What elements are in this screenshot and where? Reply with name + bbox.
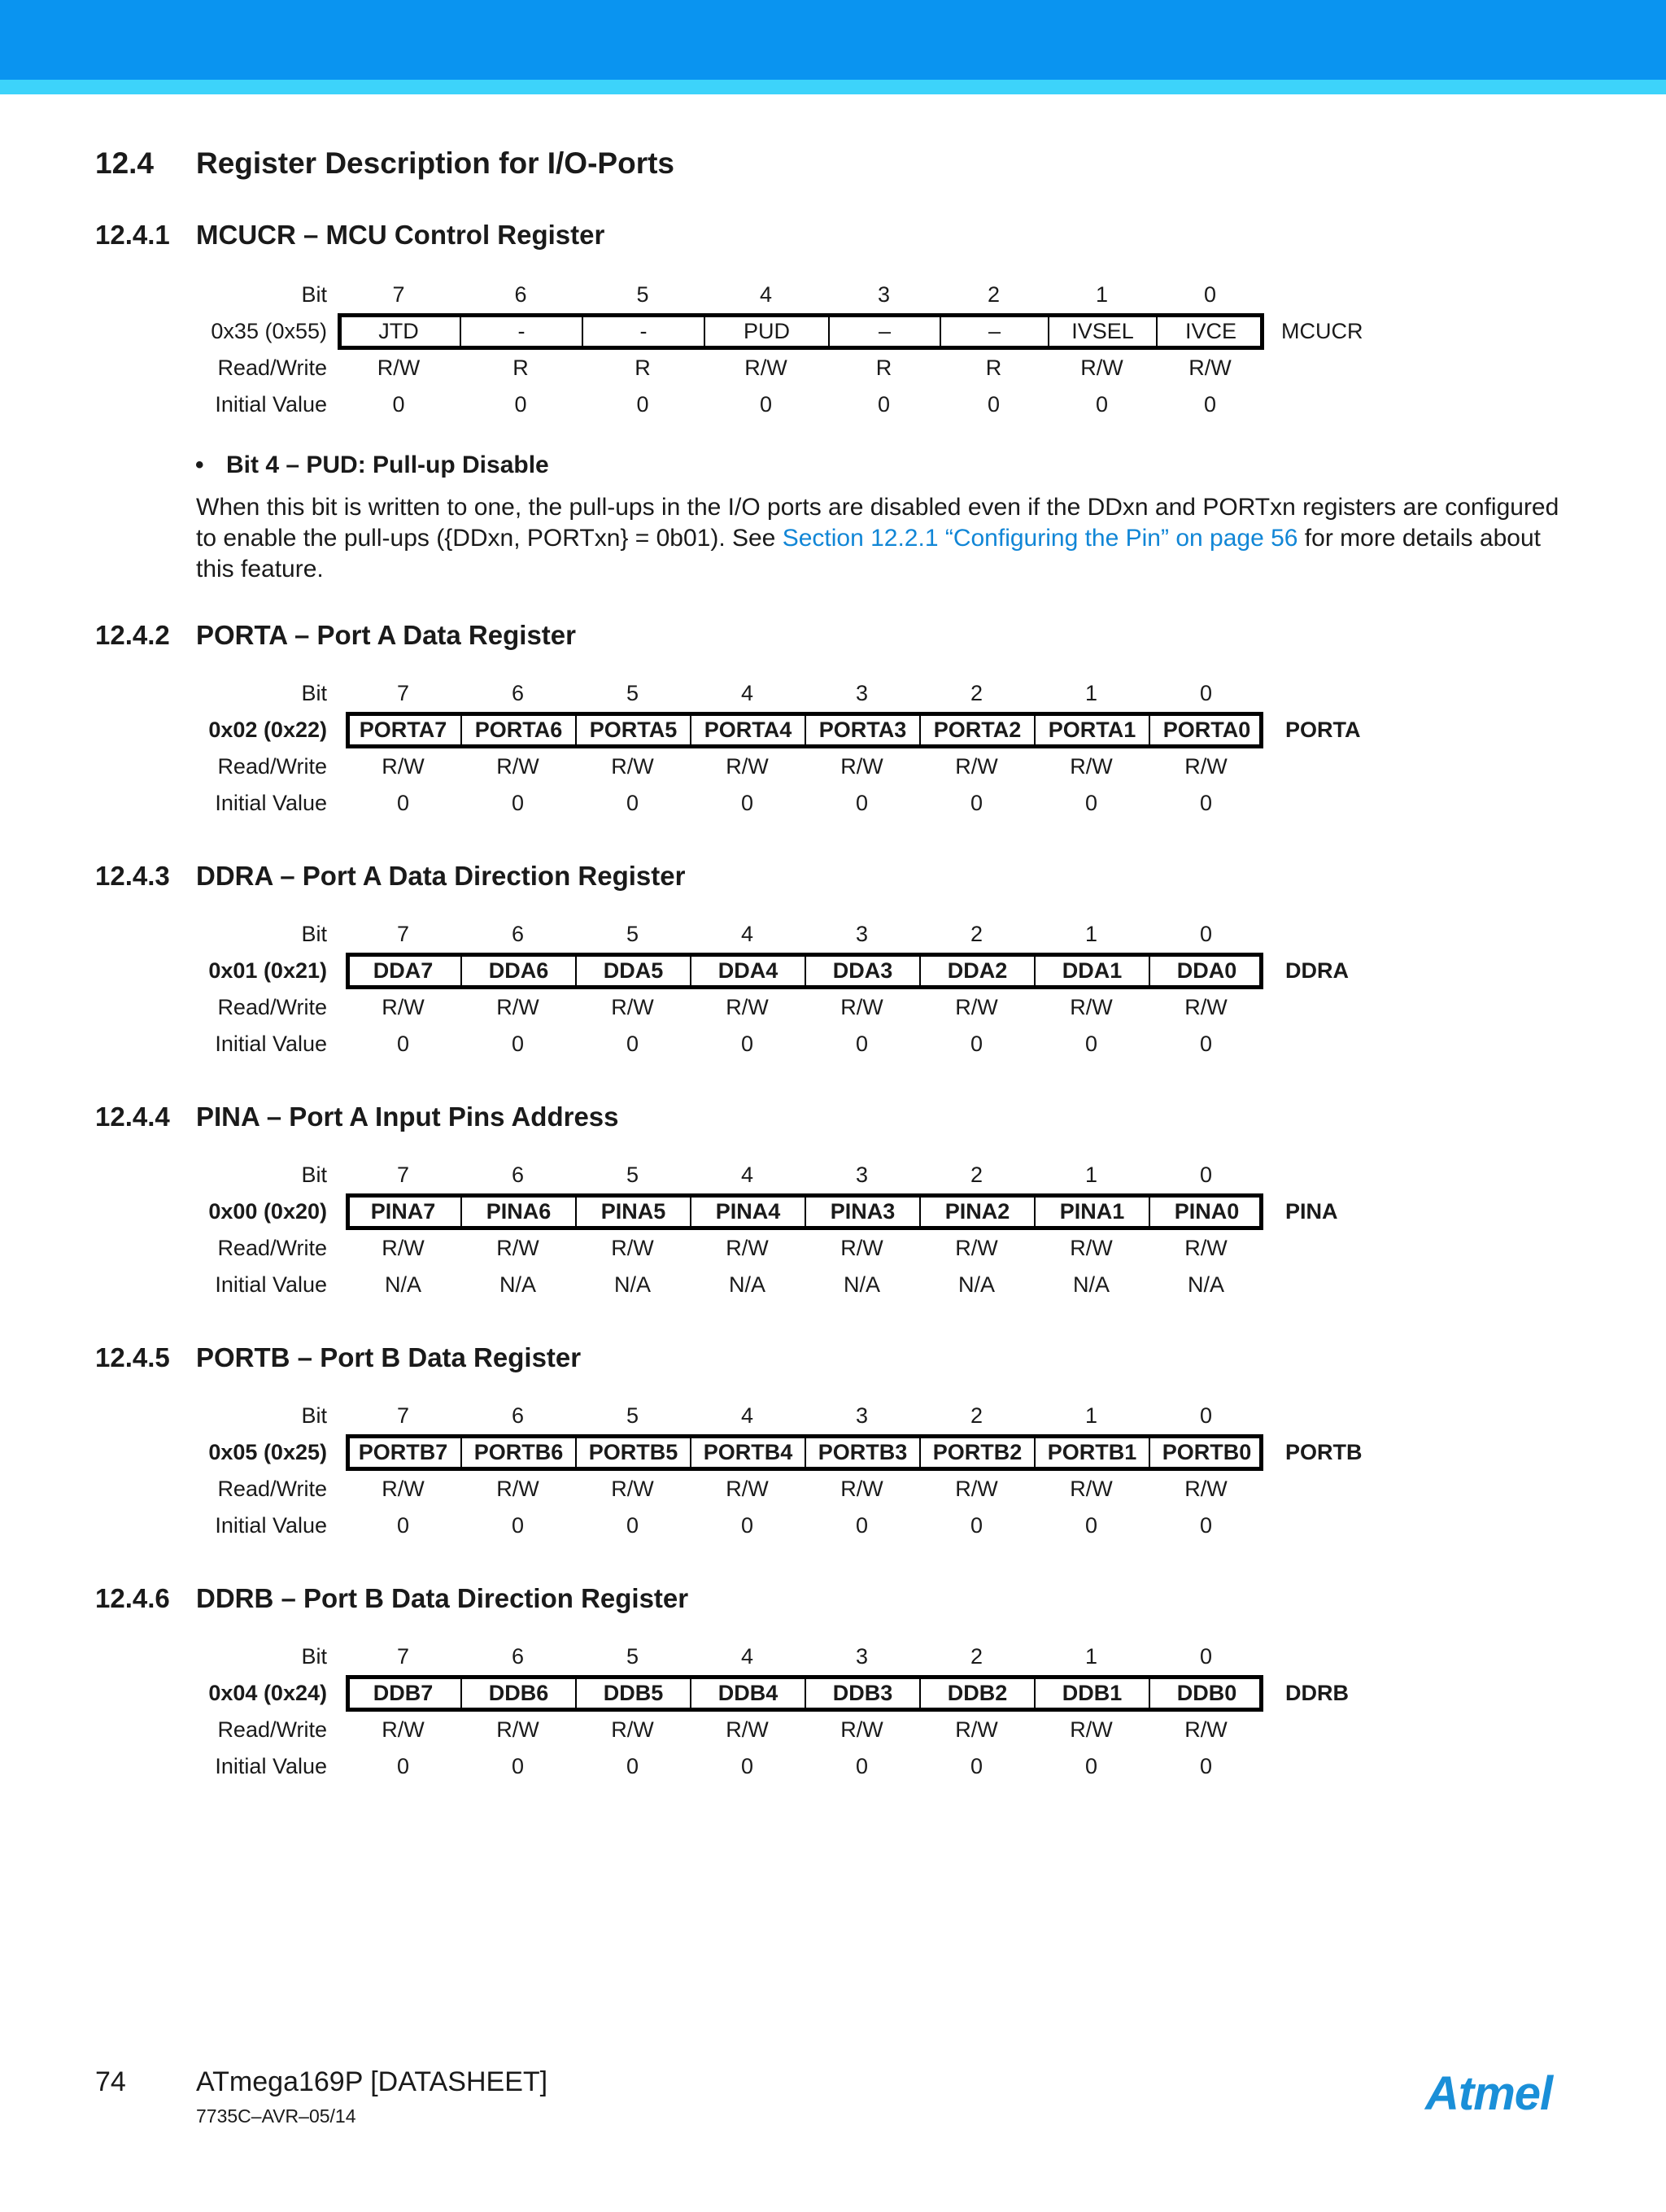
bit-number: 3 — [855, 681, 869, 705]
field-row — [0, 1675, 1666, 1712]
pud-heading: Bit 4 – PUD: Pull-up Disable — [226, 452, 549, 478]
register-number: 12.4.5 — [95, 1342, 170, 1372]
bit-number: 5 — [626, 1403, 639, 1428]
register-table — [0, 675, 1666, 820]
initial-value: 0 — [855, 1754, 869, 1778]
bit-field-name: PINA2 — [919, 1193, 1034, 1230]
bit-field-name: DDA5 — [575, 953, 690, 989]
bit-field-name: PORTB7 — [358, 1440, 448, 1464]
access-type: R/W — [496, 1477, 539, 1501]
bit-field-name: PORTA6 — [460, 712, 575, 748]
register-name: MCUCR — [1281, 319, 1363, 343]
bit-number: 5 — [626, 922, 639, 946]
initial-value: 0 — [626, 1032, 639, 1056]
bit-number: 6 — [511, 1644, 525, 1669]
bit-field-name: PORTA2 — [919, 712, 1034, 748]
pud-description — [196, 492, 1579, 585]
bit-field-name: PORTB2 — [919, 1434, 1034, 1471]
bit-number: 3 — [877, 282, 891, 307]
bit-field-name: PINA4 — [690, 1193, 805, 1230]
bit-field-name: PINA6 — [460, 1193, 575, 1230]
access-type: R/W — [1080, 356, 1123, 380]
access-type: R/W — [382, 995, 425, 1019]
initial-value-row — [0, 1507, 1666, 1544]
register-title: DDRB – Port B Data Direction Register — [196, 1583, 689, 1613]
register-title: DDRA – Port A Data Direction Register — [196, 861, 686, 891]
bit-field-name: PORTA1 — [1034, 712, 1149, 748]
access-type: R/W — [726, 1477, 769, 1501]
header-band — [0, 0, 1666, 80]
row-label: Read/Write — [217, 1477, 327, 1501]
bit-number: 6 — [511, 681, 525, 705]
bit-number: 3 — [855, 1163, 869, 1187]
bit-field-name: DDA6 — [460, 953, 575, 989]
bit-field-name: - — [460, 313, 582, 350]
access-type: R/W — [1188, 356, 1232, 380]
bit-number: 2 — [970, 922, 983, 946]
bit-field-name: PORTA7 — [359, 718, 447, 742]
initial-value: 0 — [396, 1513, 410, 1538]
bit-number: 3 — [855, 1644, 869, 1669]
access-type: R/W — [1070, 995, 1113, 1019]
bit-field-name: DDB5 — [575, 1675, 690, 1712]
initial-value: N/A — [1187, 1272, 1224, 1297]
initial-value: 0 — [970, 791, 983, 815]
row-label: Initial Value — [215, 1032, 327, 1056]
initial-value: N/A — [384, 1272, 421, 1297]
initial-value: 0 — [514, 392, 527, 417]
access-type: R/W — [726, 1717, 769, 1742]
row-label: Read/Write — [217, 356, 327, 380]
initial-value: 0 — [1199, 1032, 1213, 1056]
register-heading — [95, 220, 604, 251]
register-name: PORTA — [1285, 718, 1361, 742]
bit-field-name: DDB3 — [805, 1675, 919, 1712]
access-type: R/W — [840, 1717, 883, 1742]
register-address: 0x04 (0x24) — [208, 1681, 327, 1705]
bit-number: 7 — [396, 681, 410, 705]
bit-field-name: PORTB5 — [575, 1434, 690, 1471]
access-type: R/W — [1184, 1477, 1228, 1501]
bit-number: 2 — [970, 1644, 983, 1669]
bit-number: 1 — [1084, 1644, 1098, 1669]
initial-value: 0 — [1084, 1513, 1098, 1538]
row-label: Bit — [301, 1163, 327, 1187]
initial-value: 0 — [740, 1513, 754, 1538]
bit-number: 4 — [759, 282, 773, 307]
bit-number: 3 — [855, 1403, 869, 1428]
initial-value: 0 — [511, 791, 525, 815]
register-number: 12.4.4 — [95, 1102, 170, 1132]
access-type: R/W — [382, 1717, 425, 1742]
bit-field-name: DDA3 — [805, 953, 919, 989]
bit-field-name: PORTA0 — [1149, 712, 1263, 748]
register-heading — [95, 1102, 619, 1132]
initial-value: 0 — [626, 1513, 639, 1538]
access-type: R — [875, 356, 892, 380]
page-number: 74 — [95, 2066, 126, 2097]
register-heading — [95, 620, 576, 651]
row-label: Bit — [301, 1403, 327, 1428]
field-row — [0, 313, 1666, 350]
register-table — [0, 1638, 1666, 1783]
row-label: Read/Write — [217, 754, 327, 779]
bit-number: 7 — [396, 1644, 410, 1669]
initial-value: 0 — [970, 1754, 983, 1778]
bit-field-name: PINA0 — [1149, 1193, 1263, 1230]
access-type: R — [512, 356, 529, 380]
row-label: Initial Value — [215, 392, 327, 417]
access-type: R/W — [1184, 1236, 1228, 1260]
access-row — [0, 748, 1666, 785]
bit-row — [0, 277, 1666, 313]
access-row — [0, 350, 1666, 386]
row-label: Bit — [301, 922, 327, 946]
row-label: Initial Value — [215, 1272, 327, 1297]
initial-value-row — [0, 386, 1666, 423]
initial-value: N/A — [843, 1272, 880, 1297]
row-label: Read/Write — [217, 1236, 327, 1260]
access-type: R/W — [1070, 754, 1113, 779]
bit-field-name: DDB0 — [1149, 1675, 1263, 1712]
bit-number: 2 — [970, 1163, 983, 1187]
access-type: R/W — [382, 1477, 425, 1501]
initial-value: 0 — [1084, 791, 1098, 815]
access-row — [0, 1471, 1666, 1507]
pud-text-after: for more details about this feature. — [196, 525, 1541, 582]
register-heading — [95, 861, 685, 892]
field-row — [0, 712, 1666, 748]
document-code: 7735C–AVR–05/14 — [196, 2105, 356, 2127]
section-number: 12.4 — [95, 146, 155, 180]
access-type: R — [635, 356, 651, 380]
bit-number: 0 — [1203, 282, 1217, 307]
initial-value-row — [0, 785, 1666, 822]
access-type: R/W — [1184, 1717, 1228, 1742]
initial-value: 0 — [1199, 1513, 1213, 1538]
bullet-dot: • — [195, 452, 204, 478]
row-label: Initial Value — [215, 1513, 327, 1538]
row-label: Bit — [301, 681, 327, 705]
bit-number: 4 — [740, 922, 754, 946]
bit-field-name: PORTA4 — [690, 712, 805, 748]
access-type: R/W — [726, 995, 769, 1019]
bit-number: 4 — [740, 681, 754, 705]
access-type: R/W — [1070, 1717, 1113, 1742]
access-type: R/W — [955, 1717, 998, 1742]
bit-number: 0 — [1199, 922, 1213, 946]
field-row — [0, 953, 1666, 989]
access-type: R/W — [840, 754, 883, 779]
bit-field-name: DDB6 — [460, 1675, 575, 1712]
register-name: DDRA — [1285, 958, 1349, 983]
atmel-logo: Atmel — [1425, 2067, 1553, 2120]
bit-number: 2 — [970, 681, 983, 705]
bit-number: 1 — [1084, 922, 1098, 946]
bit-field-name: PINA5 — [575, 1193, 690, 1230]
register-address: 0x05 (0x25) — [208, 1440, 327, 1464]
access-type: R/W — [840, 995, 883, 1019]
bit-field-name: IVCE — [1156, 313, 1264, 350]
register-number: 12.4.1 — [95, 220, 170, 250]
access-type: R/W — [955, 754, 998, 779]
register-address: 0x02 (0x22) — [208, 718, 327, 742]
section-link[interactable]: Section 12.2.1 “Configuring the Pin” on page 56 — [782, 525, 1298, 552]
bit-field-name: DDB1 — [1034, 1675, 1149, 1712]
access-type: R/W — [611, 1236, 654, 1260]
access-type: R/W — [1070, 1236, 1113, 1260]
register-title: PINA – Port A Input Pins Address — [196, 1102, 619, 1132]
row-label: Bit — [301, 282, 327, 307]
bit-number: 5 — [626, 681, 639, 705]
initial-value: 0 — [855, 1513, 869, 1538]
initial-value: 0 — [1084, 1754, 1098, 1778]
access-type: R/W — [611, 1717, 654, 1742]
bit-field-name: DDA4 — [690, 953, 805, 989]
bit-number: 0 — [1199, 1403, 1213, 1428]
bit-number: 7 — [396, 1163, 410, 1187]
initial-value: 0 — [1095, 392, 1109, 417]
bit-field-name: - — [582, 313, 704, 350]
initial-value: N/A — [613, 1272, 651, 1297]
access-type: R/W — [726, 1236, 769, 1260]
access-type: R/W — [611, 1477, 654, 1501]
initial-value: 0 — [1199, 1754, 1213, 1778]
bit-row — [0, 1398, 1666, 1434]
bit-field-name: PORTB3 — [805, 1434, 919, 1471]
register-heading — [95, 1342, 581, 1373]
initial-value-row — [0, 1026, 1666, 1062]
register-address: 0x00 (0x20) — [208, 1199, 327, 1224]
bit-field-name: PORTB4 — [690, 1434, 805, 1471]
initial-value: 0 — [987, 392, 1001, 417]
bit-row — [0, 1638, 1666, 1675]
register-title: MCUCR – MCU Control Register — [196, 220, 605, 250]
field-row — [0, 1434, 1666, 1471]
initial-value: 0 — [970, 1032, 983, 1056]
bit-field-name: PORTB0 — [1149, 1434, 1263, 1471]
register-title: PORTB – Port B Data Register — [196, 1342, 582, 1372]
register-table — [0, 1398, 1666, 1542]
section-heading — [95, 146, 674, 181]
bit-field-name: PORTA3 — [805, 712, 919, 748]
access-type: R/W — [611, 995, 654, 1019]
initial-value: 0 — [740, 791, 754, 815]
bit-field-name: PINA3 — [805, 1193, 919, 1230]
access-type: R/W — [744, 356, 787, 380]
access-type: R/W — [382, 1236, 425, 1260]
access-type: R/W — [726, 754, 769, 779]
initial-value: 0 — [511, 1754, 525, 1778]
initial-value: 0 — [759, 392, 773, 417]
initial-value: 0 — [1084, 1032, 1098, 1056]
initial-value: 0 — [396, 1032, 410, 1056]
access-type: R/W — [955, 1477, 998, 1501]
bit-field-name: – — [940, 313, 1048, 350]
document-title: ATmega169P [DATASHEET] — [196, 2066, 548, 2097]
register-table — [0, 1157, 1666, 1302]
bit-number: 7 — [396, 922, 410, 946]
bit-field-name: DDB4 — [690, 1675, 805, 1712]
bit-number: 3 — [855, 922, 869, 946]
initial-value: N/A — [499, 1272, 536, 1297]
row-label: Initial Value — [215, 1754, 327, 1778]
initial-value: 0 — [855, 791, 869, 815]
bit-field-name: PINA7 — [370, 1199, 436, 1224]
bit-row — [0, 675, 1666, 712]
initial-value-row — [0, 1748, 1666, 1785]
register-number: 12.4.2 — [95, 620, 170, 650]
bit-number: 7 — [396, 1403, 410, 1428]
initial-value: 0 — [1199, 791, 1213, 815]
register-name: DDRB — [1285, 1681, 1349, 1705]
initial-value: 0 — [1203, 392, 1217, 417]
row-label: Read/Write — [217, 1717, 327, 1742]
access-type: R/W — [611, 754, 654, 779]
register-table — [0, 277, 1666, 421]
bit-number: 2 — [970, 1403, 983, 1428]
initial-value: 0 — [740, 1754, 754, 1778]
bit-field-name: JTD — [378, 319, 419, 343]
initial-value: 0 — [626, 791, 639, 815]
bit-number: 1 — [1084, 681, 1098, 705]
bit-field-name: – — [828, 313, 940, 350]
initial-value: N/A — [957, 1272, 995, 1297]
bit-number: 0 — [1199, 1644, 1213, 1669]
initial-value: 0 — [855, 1032, 869, 1056]
register-address: 0x01 (0x21) — [208, 958, 327, 983]
access-type: R/W — [1184, 754, 1228, 779]
bit-field-name: DDA2 — [919, 953, 1034, 989]
register-name: PINA — [1285, 1199, 1338, 1224]
row-label: Bit — [301, 1644, 327, 1669]
bit-number: 5 — [636, 282, 649, 307]
access-type: R/W — [840, 1236, 883, 1260]
bit-number: 7 — [392, 282, 405, 307]
access-type: R/W — [496, 1236, 539, 1260]
pud-text-before: When this bit is written to one, the pull-ups in the I/O ports are disabled even if the DDxn and PORTxn registers are configured to enable the pull-ups ({DDxn, PORTxn} = 0b01). See — [196, 494, 1559, 552]
access-type: R/W — [496, 1717, 539, 1742]
section-title: Register Description for I/O-Ports — [196, 146, 674, 180]
field-row — [0, 1193, 1666, 1230]
access-type: R/W — [377, 356, 421, 380]
bit-row — [0, 916, 1666, 953]
access-row — [0, 1712, 1666, 1748]
register-title: PORTA – Port A Data Register — [196, 620, 576, 650]
initial-value: 0 — [511, 1032, 525, 1056]
bit-field-name: PUD — [704, 313, 828, 350]
bit-field-name: PINA1 — [1034, 1193, 1149, 1230]
row-label: Initial Value — [215, 791, 327, 815]
bit-field-name: DDA7 — [373, 958, 434, 983]
bit-field-name: PORTB6 — [460, 1434, 575, 1471]
initial-value: 0 — [636, 392, 649, 417]
access-type: R/W — [840, 1477, 883, 1501]
access-row — [0, 989, 1666, 1026]
initial-value: 0 — [877, 392, 891, 417]
initial-value: 0 — [740, 1032, 754, 1056]
bit-row — [0, 1157, 1666, 1193]
pud-bullet — [195, 452, 549, 479]
register-heading — [95, 1583, 688, 1614]
bit-number: 1 — [1095, 282, 1109, 307]
bit-number: 4 — [740, 1644, 754, 1669]
bit-number: 0 — [1199, 1163, 1213, 1187]
access-type: R/W — [955, 995, 998, 1019]
initial-value: 0 — [626, 1754, 639, 1778]
bit-number: 4 — [740, 1403, 754, 1428]
initial-value: 0 — [392, 392, 405, 417]
access-row — [0, 1230, 1666, 1267]
register-address: 0x35 (0x55) — [211, 319, 327, 343]
header-sub-band — [0, 80, 1666, 94]
register-number: 12.4.6 — [95, 1583, 170, 1613]
bit-field-name: PORTA5 — [575, 712, 690, 748]
initial-value: N/A — [728, 1272, 765, 1297]
bit-number: 6 — [511, 922, 525, 946]
bit-number: 1 — [1084, 1403, 1098, 1428]
bit-number: 0 — [1199, 681, 1213, 705]
initial-value: 0 — [396, 791, 410, 815]
register-number: 12.4.3 — [95, 861, 170, 891]
bit-number: 6 — [511, 1403, 525, 1428]
bit-number: 4 — [740, 1163, 754, 1187]
bit-number: 6 — [511, 1163, 525, 1187]
register-table — [0, 916, 1666, 1061]
access-type: R/W — [1070, 1477, 1113, 1501]
bit-field-name: IVSEL — [1048, 313, 1156, 350]
bit-number: 1 — [1084, 1163, 1098, 1187]
access-type: R/W — [382, 754, 425, 779]
access-type: R/W — [496, 995, 539, 1019]
bit-field-name: DDB7 — [373, 1681, 434, 1705]
initial-value: N/A — [1072, 1272, 1110, 1297]
bit-number: 2 — [987, 282, 1001, 307]
bit-field-name: DDA0 — [1149, 953, 1263, 989]
initial-value: 0 — [970, 1513, 983, 1538]
bit-field-name: DDB2 — [919, 1675, 1034, 1712]
register-name: PORTB — [1285, 1440, 1363, 1464]
initial-value: 0 — [511, 1513, 525, 1538]
access-type: R/W — [496, 754, 539, 779]
access-type: R — [985, 356, 1002, 380]
bit-field-name: DDA1 — [1034, 953, 1149, 989]
access-type: R/W — [1184, 995, 1228, 1019]
row-label: Read/Write — [217, 995, 327, 1019]
bit-number: 5 — [626, 1163, 639, 1187]
bit-field-name: PORTB1 — [1034, 1434, 1149, 1471]
bit-number: 6 — [514, 282, 527, 307]
access-type: R/W — [955, 1236, 998, 1260]
initial-value-row — [0, 1267, 1666, 1303]
initial-value: 0 — [396, 1754, 410, 1778]
bit-number: 5 — [626, 1644, 639, 1669]
